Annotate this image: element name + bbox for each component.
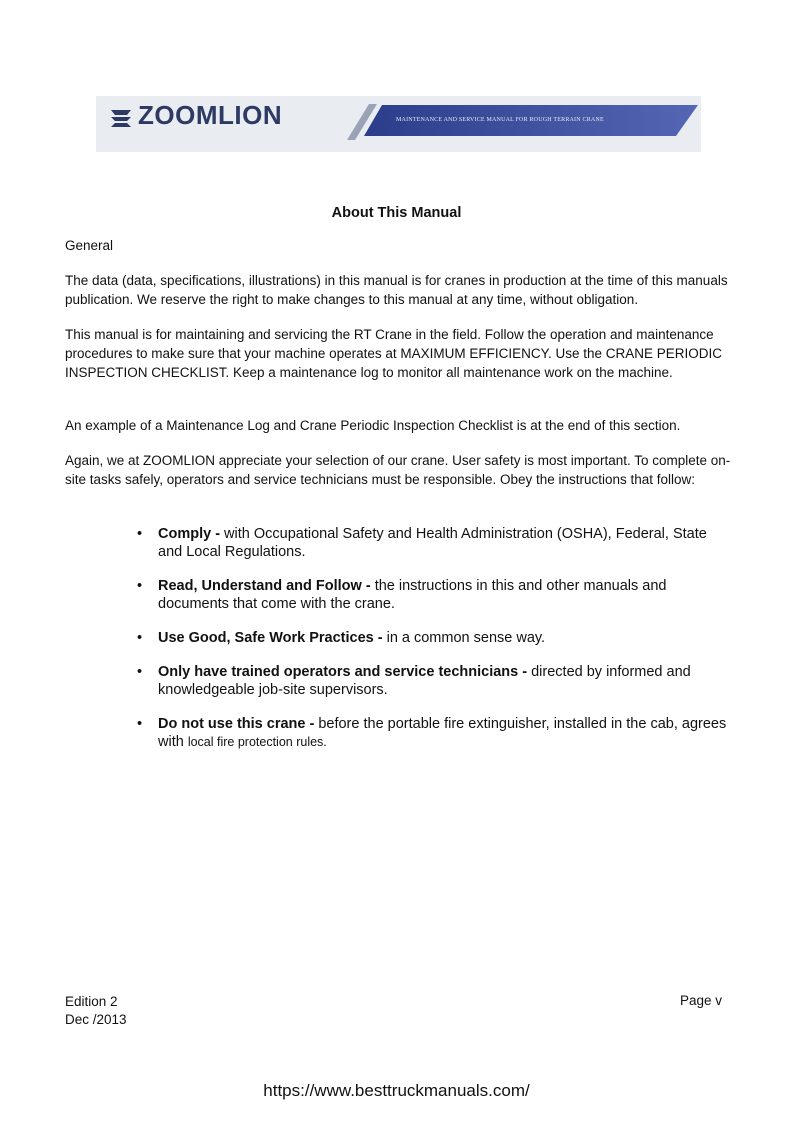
list-item [130, 525, 730, 561]
page-title: About This Manual [331, 205, 462, 221]
bullet-lead: Read, Understand and Follow - [158, 578, 371, 594]
list-item [130, 577, 730, 613]
bullet-lead: Use Good, Safe Work Practices - [158, 630, 383, 646]
bullet-lead: Only have trained operators and service technicians - [158, 664, 528, 680]
bullet-text: with Occupational Safety and Health Administration (OSHA), Federal, State and Local Regulations. [158, 526, 707, 560]
bullet-lead: Do not use this crane - [158, 716, 315, 732]
source-url-link[interactable]: https://www.besttruckmanuals.com/ [263, 1081, 530, 1100]
bullet-lead: Comply - [158, 526, 221, 542]
edition-label: Edition 2 [65, 994, 118, 1009]
brand-logo-text: ZOOMLION [138, 100, 283, 130]
bullet-dot-icon: • [137, 526, 143, 542]
bullet-text: before the portable fire extinguisher, installed in the cab, agrees with [158, 716, 727, 750]
paragraph: The data (data, specifications, illustrations) in this manual is for cranes in production at the time of this manuals publication. We reserve the right to make changes to this manual at any time, without obligation. [65, 273, 728, 307]
list-item [130, 629, 730, 647]
page-number: Page v [680, 993, 723, 1008]
section-heading: General [65, 238, 114, 253]
bullet-text: directed by informed and knowledgeable job-site supervisors. [158, 664, 691, 698]
bullet-dot-icon: • [137, 578, 143, 594]
paragraph: Again, we at ZOOMLION appreciate your selection of our crane. User safety is most important. To complete on-site tasks safely, operators and service technicians must be responsible. Obey the instructions that follow: [65, 453, 731, 487]
footer-edition-block [65, 993, 127, 1029]
header-banner [96, 96, 701, 152]
list-item [130, 715, 730, 751]
list-item [130, 663, 730, 699]
bullet-dot-icon: • [137, 630, 143, 646]
bullet-text: in a common sense way. [382, 630, 546, 646]
paragraph: This manual is for maintaining and servicing the RT Crane in the field. Follow the operation and maintenance procedures to make sure that your machine operates at MAXIMUM EFFICIENCY. Use the CRANE PERIODIC INSPECTION CHECKLIST. Keep a maintenance log to monitor all maintenance work on the machine. [65, 327, 722, 380]
bullet-dot-icon: • [137, 716, 143, 732]
edition-date: Dec /2013 [65, 1012, 127, 1027]
bullet-dot-icon: • [137, 664, 143, 680]
bullet-text-tail: local fire protection rules. [187, 735, 327, 749]
paragraph: An example of a Maintenance Log and Crane Periodic Inspection Checklist is at the end of this section. [65, 418, 681, 433]
bullet-text: the instructions in this and other manuals and documents that come with the crane. [158, 578, 667, 612]
manual-subtitle: MAINTENANCE AND SERVICE MANUAL FOR ROUGH TERRAIN CRANE [396, 117, 604, 123]
zoomlion-logo-icon [108, 106, 134, 130]
safety-bullet-list [130, 525, 730, 767]
